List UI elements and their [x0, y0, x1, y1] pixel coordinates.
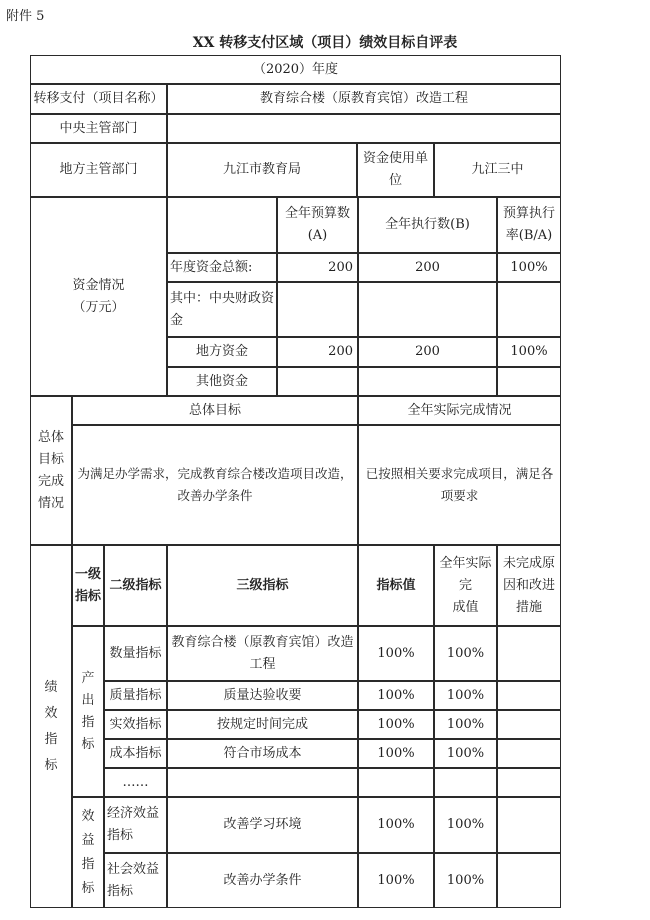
indicator-level3: 教育综合楼（原教育宾馆）改造 工程 — [167, 626, 358, 681]
indicator-reason — [497, 710, 561, 739]
indicator-level3: 改善学习环境 — [167, 797, 358, 853]
central-dept-value — [167, 114, 561, 143]
project-name-value: 教育综合楼（原教育宾馆）改造工程 — [167, 84, 561, 114]
actual-done-header: 全年实际完成情况 — [358, 396, 561, 425]
other-funds-rate — [497, 367, 561, 396]
indicator-target: 100% — [358, 681, 434, 710]
indicator-actual: 100% — [434, 853, 497, 908]
indicator-target: 100% — [358, 853, 434, 908]
other-funds-label: 其他资金 — [167, 367, 277, 396]
indicator-target: 100% — [358, 710, 434, 739]
annual-total-budget: 200 — [277, 253, 358, 282]
funds-label: 资金情况 （万元） — [30, 197, 167, 396]
level3-header: 三级指标 — [167, 545, 358, 626]
indicator-reason — [497, 626, 561, 681]
rate-header: 预算执行 率(B/A) — [497, 197, 561, 253]
fund-user-value: 九江三中 — [434, 143, 561, 197]
indicator-actual: 100% — [434, 710, 497, 739]
central-fin-label: 其中：中央财政资 金 — [167, 282, 277, 337]
indicator-reason — [497, 853, 561, 908]
annex-label: 附件 5 — [6, 9, 45, 24]
indicator-target: 100% — [358, 626, 434, 681]
indicator-actual — [434, 768, 497, 797]
central-dept-label: 中央主管部门 — [30, 114, 167, 143]
indicator-target: 100% — [358, 739, 434, 768]
benefit-group-label: 效 益 指 标 — [72, 797, 104, 908]
indicator-target: 100% — [358, 797, 434, 853]
indicator-target — [358, 768, 434, 797]
central-fin-budget — [277, 282, 358, 337]
level1-header: 一级 指标 — [72, 545, 104, 626]
overall-goal-header: 总体目标 — [72, 396, 358, 425]
local-funds-exec: 200 — [358, 337, 497, 367]
indicator-level3: 改善办学条件 — [167, 853, 358, 908]
central-fin-exec — [358, 282, 497, 337]
local-dept-value: 九江市教育局 — [167, 143, 357, 197]
annual-total-exec: 200 — [358, 253, 497, 282]
indicator-reason — [497, 768, 561, 797]
fund-user-label: 资金使用单 位 — [357, 143, 434, 197]
indicator-level3 — [167, 768, 358, 797]
indicator-actual: 100% — [434, 626, 497, 681]
central-fin-rate — [497, 282, 561, 337]
exec-b-header: 全年执行数(B) — [358, 197, 497, 253]
level2-header: 二级指标 — [104, 545, 167, 626]
reason-header: 未完成原 因和改进 措施 — [497, 545, 561, 626]
indicator-level2: 实效指标 — [104, 710, 167, 739]
indicator-level2: 质量指标 — [104, 681, 167, 710]
indicator-actual: 100% — [434, 681, 497, 710]
indicator-level2: 社会效益 指标 — [104, 853, 167, 908]
annual-total-rate: 100% — [497, 253, 561, 282]
perf-label: 绩 效 指 标 — [30, 545, 72, 908]
indicator-level3: 质量达验收要 — [167, 681, 358, 710]
indicator-reason — [497, 797, 561, 853]
indicator-level3: 符合市场成本 — [167, 739, 358, 768]
local-funds-label: 地方资金 — [167, 337, 277, 367]
funds-header-blank — [167, 197, 277, 253]
local-funds-rate: 100% — [497, 337, 561, 367]
other-funds-exec — [358, 367, 497, 396]
indicator-level2: …… — [104, 768, 167, 797]
actual-done-text: 已按照相关要求完成项目，满足各 项要求 — [358, 425, 561, 545]
year-cell: （2020）年度 — [30, 55, 561, 84]
other-funds-budget — [277, 367, 358, 396]
budget-a-header: 全年预算数 (A) — [277, 197, 358, 253]
local-dept-label: 地方主管部门 — [30, 143, 167, 197]
target-value-header: 指标值 — [358, 545, 434, 626]
actual-value-header: 全年实际 完 成值 — [434, 545, 497, 626]
indicator-actual: 100% — [434, 739, 497, 768]
indicator-level2: 数量指标 — [104, 626, 167, 681]
page-title: XX 转移支付区域（项目）绩效目标自评表 — [192, 35, 458, 51]
output-group-label: 产 出 指 标 — [72, 626, 104, 797]
project-name-label: 转移支付（项目名称） — [30, 84, 167, 114]
local-funds-budget: 200 — [277, 337, 358, 367]
indicator-reason — [497, 681, 561, 710]
indicator-level3: 按规定时间完成 — [167, 710, 358, 739]
annual-total-label: 年度资金总额: — [167, 253, 277, 282]
indicator-level2: 经济效益 指标 — [104, 797, 167, 853]
indicator-level2: 成本指标 — [104, 739, 167, 768]
overall-goal-text: 为满足办学需求，完成教育综合楼改造项目改造， 改善办学条件 — [72, 425, 358, 545]
indicator-actual: 100% — [434, 797, 497, 853]
indicator-reason — [497, 739, 561, 768]
overall-label: 总体 目标 完成 情况 — [30, 396, 72, 545]
